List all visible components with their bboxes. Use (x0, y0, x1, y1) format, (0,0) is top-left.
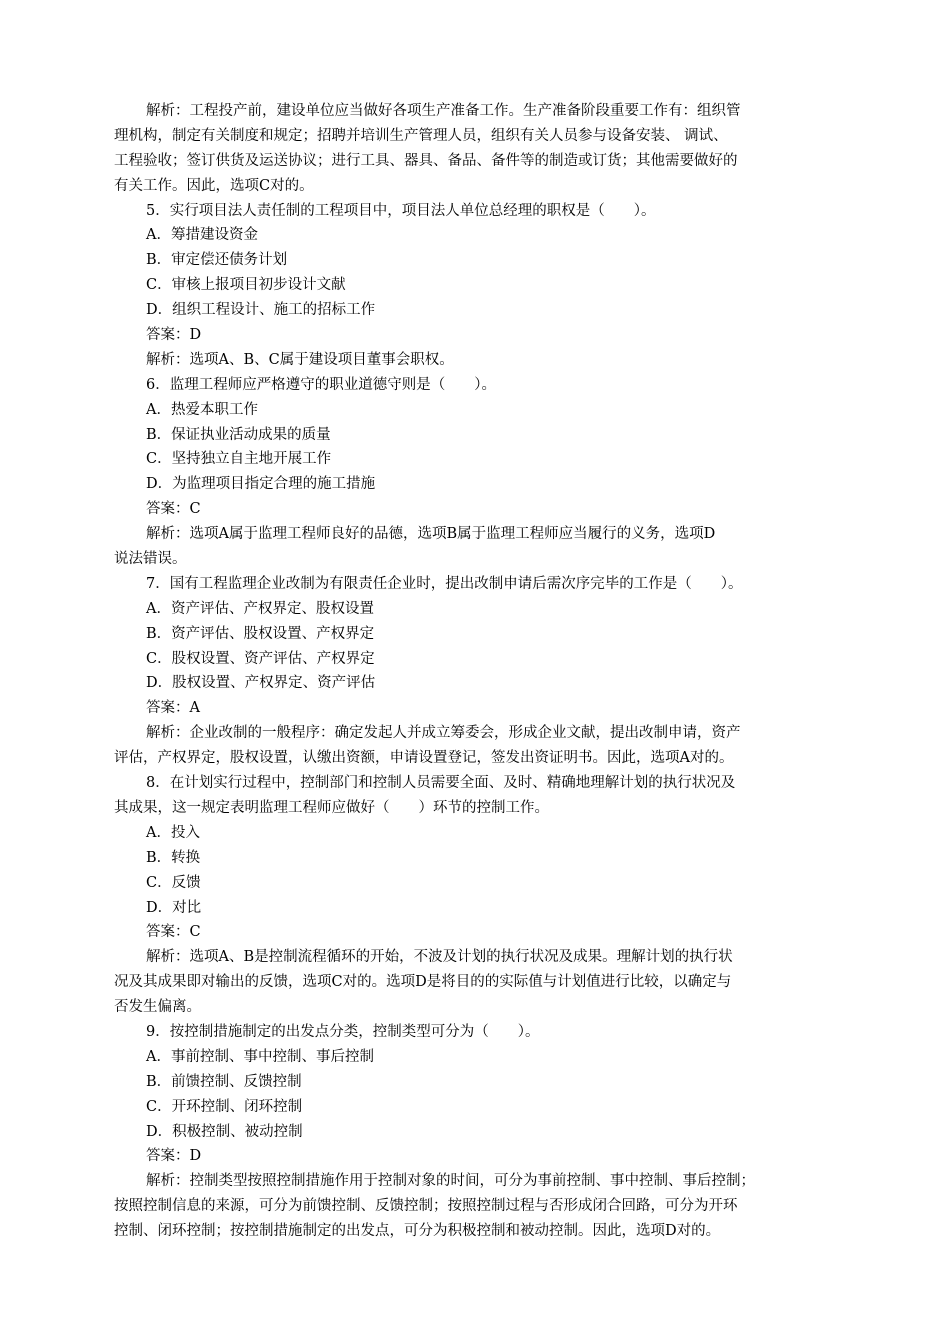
text-line: D．组织工程设计、施工的招标工作 (146, 302, 376, 319)
text-line: B．转换 (146, 849, 201, 866)
text-line: 况及其成果即对输出的反馈，选项C对的。选项D是将目的的实际值与计划值进行比较，以确定与 (114, 974, 732, 991)
text-line: A．事前控制、事中控制、事后控制 (146, 1048, 374, 1065)
text-line: B．保证执业活动成果的质量 (146, 426, 331, 443)
text-line: D．为监理项目指定合理的施工措施 (146, 476, 376, 493)
text-line: 控制、闭环控制；按控制措施制定的出发点，可分为积极控制和被动控制。因此，选项D对的。 (114, 1223, 721, 1240)
text-line: C．开环控制、闭环控制 (146, 1098, 303, 1115)
text-line: 解析：选项A、B、C属于建设项目董事会职权。 (146, 351, 454, 368)
text-line: A．投入 (146, 824, 200, 841)
document-page (114, 99, 846, 1244)
text-line: C．股权设置、资产评估、产权界定 (146, 650, 375, 667)
text-line: D．对比 (146, 899, 202, 916)
text-line: 否发生偏离。 (114, 999, 201, 1016)
text-line: C．坚持独立自主地开展工作 (146, 451, 332, 468)
text-line: 答案：C (146, 501, 201, 518)
text-line: 解析：选项A属于监理工程师良好的品德，选项B属于监理工程师应当履行的义务，选项D (146, 526, 716, 543)
text-line: B．审定偿还债务计划 (146, 252, 288, 269)
text-line: 评估，产权界定，股权设置，认缴出资额，申请设置登记，签发出资证明书。因此，选项A对的。 (114, 750, 734, 767)
text-line: 其成果，这一规定表明监理工程师应做好（ ）环节的控制工作。 (114, 799, 549, 816)
text-line: A．筹措建设资金 (146, 227, 258, 244)
text-line: A．资产评估、产权界定、股权设置 (146, 600, 374, 617)
text-line: B．前馈控制、反馈控制 (146, 1073, 302, 1090)
text-line: 5．实行项目法人责任制的工程项目中，项目法人单位总经理的职权是（ ）。 (146, 202, 656, 219)
text-line: 按照控制信息的来源，可分为前馈控制、反馈控制；按照控制过程与否形成闭合回路，可分为开环 (114, 1198, 738, 1215)
text-line: 答案：A (146, 700, 200, 717)
text-line: 答案：C (146, 924, 201, 941)
text-line: C．审核上报项目初步设计文献 (146, 277, 346, 294)
text-line: 7．国有工程监理企业改制为有限责任企业时，提出改制申请后需次序完毕的工作是（ ）。 (146, 575, 743, 592)
text-line: B．资产评估、股权设置、产权界定 (146, 625, 375, 642)
text-line: D．积极控制、被动控制 (146, 1123, 303, 1140)
text-line: A．热爱本职工作 (146, 401, 258, 418)
text-line: 6．监理工程师应严格遵守的职业道德守则是（ ）。 (146, 376, 496, 393)
text-line: 答案：D (146, 327, 202, 344)
text-line: 解析：企业改制的一般程序：确定发起人并成立筹委会，形成企业文献，提出改制申请，资产 (146, 725, 741, 742)
text-line: 解析：工程投产前，建设单位应当做好各项生产准备工作。生产准备阶段重要工作有：组织管 (146, 103, 741, 119)
text-line: D．股权设置、产权界定、资产评估 (146, 675, 376, 692)
text-line: 8．在计划实行过程中，控制部门和控制人员需要全面、及时、精确地理解计划的执行状况及 (146, 775, 736, 792)
text-line: 答案：D (146, 1148, 202, 1165)
text-line: 有关工作。因此，选项C对的。 (114, 177, 314, 194)
text-line: 解析：选项A、B是控制流程循环的开始，不波及计划的执行状况及成果。理解计划的执行状 (146, 949, 733, 966)
text-line: 说法错误。 (114, 551, 187, 568)
text-line: 9．按控制措施制定的出发点分类，控制类型可分为（ ）。 (146, 1023, 540, 1040)
text-line: 工程验收；签订供货及运送协议；进行工具、器具、备品、备件等的制造或订货；其他需要做好的 (114, 152, 738, 169)
text-line: 解析：控制类型按照控制措施作用于控制对象的时间，可分为事前控制、事中控制、事后控制； (146, 1173, 755, 1190)
text-line: C．反馈 (146, 874, 201, 891)
text-line: 理机构，制定有关制度和规定；招聘并培训生产管理人员，组织有关人员参与设备安装、 调试、 (114, 127, 728, 144)
